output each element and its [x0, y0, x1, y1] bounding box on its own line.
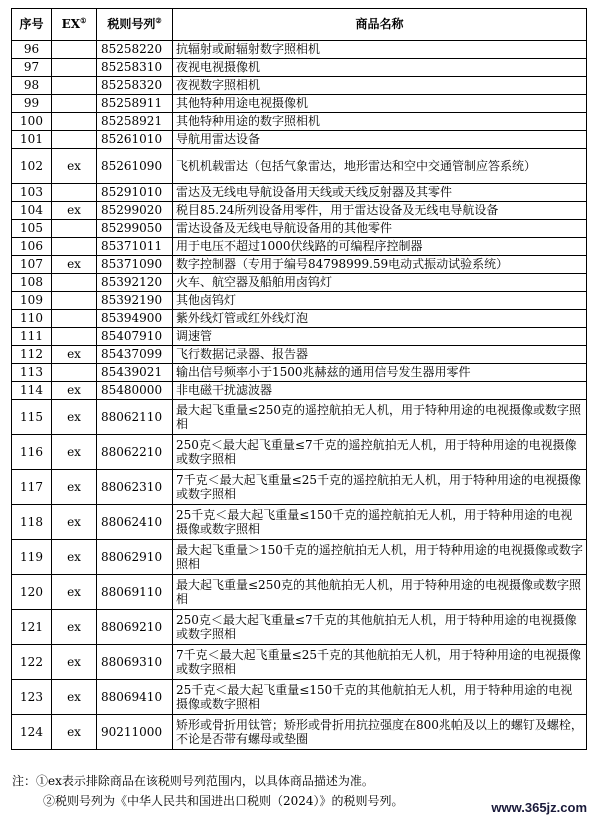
cell-commodity-name: 7千克＜最大起飞重量≤25千克的其他航拍无人机，用于特种用途的电视摄像或数字照相 — [173, 645, 587, 680]
table-row — [12, 256, 587, 274]
cell-tariff-code: 85371011 — [97, 238, 173, 256]
footnote-1: 注：①ex表示排除商品在该税则号列范围内，以具体商品描述为准。 — [12, 774, 374, 788]
table-row — [12, 470, 587, 505]
table-row — [12, 274, 587, 292]
cell-tariff-code: 85394900 — [97, 310, 173, 328]
cell-commodity-name: 火车、航空器及船舶用卤钨灯 — [173, 274, 587, 292]
cell-tariff-code: 85439021 — [97, 364, 173, 382]
header-code-footnote-mark: ② — [155, 16, 162, 26]
cell-serial-no: 116 — [12, 435, 52, 470]
table-row — [12, 346, 587, 364]
cell-tariff-code: 85291010 — [97, 184, 173, 202]
table-row — [12, 220, 587, 238]
cell-serial-no: 98 — [12, 77, 52, 95]
cell-tariff-code: 85480000 — [97, 382, 173, 400]
cell-serial-no: 123 — [12, 680, 52, 715]
cell-tariff-code: 88062910 — [97, 540, 173, 575]
cell-ex: ex — [52, 575, 97, 610]
cell-ex — [52, 184, 97, 202]
cell-commodity-name: 其他特种用途电视摄像机 — [173, 95, 587, 113]
cell-ex — [52, 41, 97, 59]
table-row — [12, 95, 587, 113]
cell-tariff-code: 85261010 — [97, 131, 173, 149]
cell-serial-no: 114 — [12, 382, 52, 400]
table-body — [12, 41, 587, 750]
header-tariff-code: 税则号列② — [97, 9, 173, 41]
table-row — [12, 59, 587, 77]
cell-commodity-name: 矫形或骨折用钛管；矫形或骨折用抗拉强度在800兆帕及以上的螺钉及螺栓，不论是否带有螺母或垫圈 — [173, 715, 587, 750]
cell-tariff-code: 88069310 — [97, 645, 173, 680]
cell-commodity-name: 导航用雷达设备 — [173, 131, 587, 149]
cell-ex — [52, 292, 97, 310]
footnote-2: ②税则号列为《中华人民共和国进出口税则（2024）》的税则号列。 — [43, 794, 404, 808]
cell-commodity-name: 飞行数据记录器、报告器 — [173, 346, 587, 364]
cell-serial-no: 97 — [12, 59, 52, 77]
cell-commodity-name: 紫外线灯管或红外线灯泡 — [173, 310, 587, 328]
table-row — [12, 310, 587, 328]
cell-tariff-code: 90211000 — [97, 715, 173, 750]
cell-tariff-code: 85407910 — [97, 328, 173, 346]
table-row — [12, 41, 587, 59]
cell-tariff-code: 85258310 — [97, 59, 173, 77]
cell-commodity-name: 其他卤钨灯 — [173, 292, 587, 310]
header-commodity-name: 商品名称 — [173, 9, 587, 41]
cell-serial-no: 113 — [12, 364, 52, 382]
cell-serial-no: 110 — [12, 310, 52, 328]
cell-serial-no: 121 — [12, 610, 52, 645]
table-row — [12, 575, 587, 610]
header-ex-footnote-mark: ① — [80, 16, 87, 26]
cell-ex — [52, 95, 97, 113]
cell-ex — [52, 131, 97, 149]
cell-serial-no: 120 — [12, 575, 52, 610]
cell-commodity-name: 最大起飞重量≤250克的遥控航拍无人机，用于特种用途的电视摄像或数字照相 — [173, 400, 587, 435]
cell-ex: ex — [52, 202, 97, 220]
table-row — [12, 238, 587, 256]
cell-commodity-name: 数字控制器（专用于编号84798999.59电动式振动试验系统） — [173, 256, 587, 274]
cell-commodity-name: 250克＜最大起飞重量≤7千克的遥控航拍无人机，用于特种用途的电视摄像或数字照相 — [173, 435, 587, 470]
cell-commodity-name: 非电磁干扰滤波器 — [173, 382, 587, 400]
table-row — [12, 715, 587, 750]
cell-serial-no: 107 — [12, 256, 52, 274]
header-ex: EX① — [52, 9, 97, 41]
cell-tariff-code: 85371090 — [97, 256, 173, 274]
cell-serial-no: 122 — [12, 645, 52, 680]
cell-tariff-code: 88062410 — [97, 505, 173, 540]
cell-ex — [52, 113, 97, 131]
cell-ex: ex — [52, 645, 97, 680]
cell-serial-no: 103 — [12, 184, 52, 202]
table-row — [12, 292, 587, 310]
cell-serial-no: 111 — [12, 328, 52, 346]
cell-ex: ex — [52, 715, 97, 750]
cell-tariff-code: 85261090 — [97, 149, 173, 184]
cell-serial-no: 101 — [12, 131, 52, 149]
cell-serial-no: 105 — [12, 220, 52, 238]
table-header-row — [12, 9, 587, 41]
cell-ex — [52, 238, 97, 256]
cell-serial-no: 112 — [12, 346, 52, 364]
table-row — [12, 202, 587, 220]
cell-ex: ex — [52, 540, 97, 575]
cell-tariff-code: 85258911 — [97, 95, 173, 113]
cell-tariff-code: 85437099 — [97, 346, 173, 364]
cell-serial-no: 102 — [12, 149, 52, 184]
commodity-table — [11, 8, 587, 750]
cell-tariff-code: 88069210 — [97, 610, 173, 645]
cell-serial-no: 99 — [12, 95, 52, 113]
cell-commodity-name: 用于电压不超过1000伏线路的可编程序控制器 — [173, 238, 587, 256]
cell-tariff-code: 85258320 — [97, 77, 173, 95]
cell-serial-no: 118 — [12, 505, 52, 540]
cell-ex: ex — [52, 610, 97, 645]
cell-ex — [52, 77, 97, 95]
cell-tariff-code: 85299020 — [97, 202, 173, 220]
cell-serial-no: 108 — [12, 274, 52, 292]
table-row — [12, 184, 587, 202]
cell-commodity-name: 飞机机载雷达（包括气象雷达，地形雷达和空中交通管制应答系统） — [173, 149, 587, 184]
table-row — [12, 382, 587, 400]
cell-serial-no: 100 — [12, 113, 52, 131]
cell-commodity-name: 夜视电视摄像机 — [173, 59, 587, 77]
cell-ex — [52, 364, 97, 382]
cell-ex: ex — [52, 256, 97, 274]
table-row — [12, 435, 587, 470]
cell-commodity-name: 雷达及无线电导航设备用天线或天线反射器及其零件 — [173, 184, 587, 202]
table-row — [12, 113, 587, 131]
cell-serial-no: 109 — [12, 292, 52, 310]
table-row — [12, 131, 587, 149]
cell-tariff-code: 85258921 — [97, 113, 173, 131]
cell-tariff-code: 85392120 — [97, 274, 173, 292]
cell-tariff-code: 88062310 — [97, 470, 173, 505]
cell-ex — [52, 59, 97, 77]
table-row — [12, 364, 587, 382]
table-row — [12, 540, 587, 575]
cell-serial-no: 96 — [12, 41, 52, 59]
table-row — [12, 328, 587, 346]
cell-commodity-name: 25千克＜最大起飞重量≤150千克的遥控航拍无人机，用于特种用途的电视摄像或数字照相 — [173, 505, 587, 540]
cell-tariff-code: 85392190 — [97, 292, 173, 310]
cell-commodity-name: 夜视数字照相机 — [173, 77, 587, 95]
cell-commodity-name: 雷达设备及无线电导航设备用的其他零件 — [173, 220, 587, 238]
table-row — [12, 77, 587, 95]
cell-commodity-name: 调速管 — [173, 328, 587, 346]
cell-commodity-name: 其他特种用途的数字照相机 — [173, 113, 587, 131]
cell-commodity-name: 抗辐射或耐辐射数字照相机 — [173, 41, 587, 59]
cell-commodity-name: 最大起飞重量＞150千克的遥控航拍无人机，用于特种用途的电视摄像或数字照相 — [173, 540, 587, 575]
cell-ex: ex — [52, 470, 97, 505]
cell-ex: ex — [52, 435, 97, 470]
cell-ex: ex — [52, 149, 97, 184]
cell-commodity-name: 7千克＜最大起飞重量≤25千克的遥控航拍无人机，用于特种用途的电视摄像或数字照相 — [173, 470, 587, 505]
cell-commodity-name: 250克＜最大起飞重量≤7千克的其他航拍无人机，用于特种用途的电视摄像或数字照相 — [173, 610, 587, 645]
cell-ex — [52, 328, 97, 346]
cell-ex: ex — [52, 400, 97, 435]
cell-tariff-code: 88069110 — [97, 575, 173, 610]
cell-serial-no: 117 — [12, 470, 52, 505]
cell-serial-no: 115 — [12, 400, 52, 435]
cell-tariff-code: 88062210 — [97, 435, 173, 470]
cell-tariff-code: 85299050 — [97, 220, 173, 238]
cell-serial-no: 124 — [12, 715, 52, 750]
cell-ex: ex — [52, 680, 97, 715]
header-serial-no: 序号 — [12, 9, 52, 41]
cell-ex — [52, 220, 97, 238]
cell-commodity-name: 输出信号频率小于1500兆赫兹的通用信号发生器用零件 — [173, 364, 587, 382]
cell-commodity-name: 最大起飞重量≤250克的其他航拍无人机，用于特种用途的电视摄像或数字照相 — [173, 575, 587, 610]
watermark-text: www.365jz.com — [491, 800, 587, 815]
cell-serial-no: 104 — [12, 202, 52, 220]
cell-tariff-code: 88069410 — [97, 680, 173, 715]
cell-serial-no: 119 — [12, 540, 52, 575]
cell-ex: ex — [52, 382, 97, 400]
table-row — [12, 505, 587, 540]
cell-ex: ex — [52, 505, 97, 540]
table-row — [12, 400, 587, 435]
table-row — [12, 680, 587, 715]
cell-ex — [52, 310, 97, 328]
cell-ex — [52, 274, 97, 292]
cell-tariff-code: 85258220 — [97, 41, 173, 59]
table-row — [12, 645, 587, 680]
table-row — [12, 610, 587, 645]
cell-tariff-code: 88062110 — [97, 400, 173, 435]
cell-commodity-name: 25千克＜最大起飞重量≤150千克的其他航拍无人机，用于特种用途的电视摄像或数字照相 — [173, 680, 587, 715]
cell-serial-no: 106 — [12, 238, 52, 256]
cell-commodity-name: 税目85.24所列设备用零件，用于雷达设备及无线电导航设备 — [173, 202, 587, 220]
table-row — [12, 149, 587, 184]
cell-ex: ex — [52, 346, 97, 364]
